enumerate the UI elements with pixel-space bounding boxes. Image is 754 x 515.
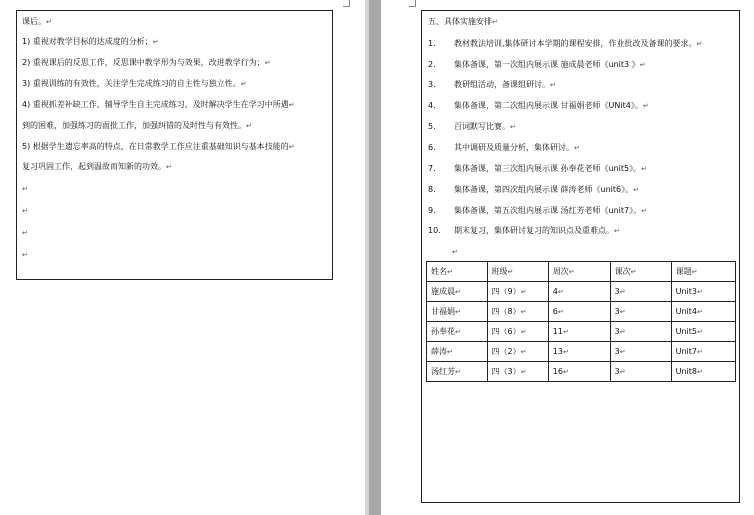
list-item-text: 教材教法培训,集体研讨本学期的课程安排，作业批改及备课的要求。 — [454, 39, 697, 48]
table-cell: Unit4↵ — [671, 302, 735, 322]
table-cell: 16↵ — [548, 362, 610, 382]
list-item-number: 10. — [428, 226, 441, 235]
table-cell: 施成晨↵ — [427, 282, 488, 302]
list-item-number: 9. — [428, 206, 436, 215]
schedule-table — [426, 261, 736, 382]
left-paragraph-line: 复习巩固工作，起到温故而知新的功效。↵ — [22, 162, 172, 171]
table-row — [427, 342, 736, 362]
list-item-number: 3. — [428, 80, 436, 89]
table-cell: 3↵ — [610, 302, 671, 322]
schedule-list-item: 4. 集体备课，第二次组内展示课 甘福娟老师《UNit4》。↵ — [428, 101, 649, 110]
table-cell: 3↵ — [610, 282, 671, 302]
table-cell: Unit8↵ — [671, 362, 735, 382]
margin-corner-mark — [343, 0, 350, 7]
table-row — [427, 282, 736, 302]
table-row — [427, 302, 736, 322]
schedule-list-item: 8. 集体备课，第四次组内展示课 薛涛老师《unit6》。↵ — [428, 185, 640, 194]
list-item-text: 集体备课，第一次组内展示课 施成晨老师《unit3 》 — [454, 60, 640, 69]
list-item-text: 教研组活动，备课组研讨。 — [454, 80, 550, 89]
left-paragraph-line: 课后。↵ — [22, 17, 52, 26]
left-paragraph-line: 2) 重视课后的反思工作，反思课中教学形为与效果，改进教学行为；↵ — [22, 58, 271, 67]
list-item-text: 集体备课，第四次组内展示课 薛涛老师《unit6》。 — [454, 185, 634, 194]
list-item-text: 集体备课，第五次组内展示课 汤红芳老师《unit7》。 — [454, 206, 642, 215]
table-cell: 3↵ — [610, 342, 671, 362]
margin-corner-mark — [409, 0, 416, 7]
schedule-list-item: 3. 教研组活动，备课组研讨。↵ — [428, 80, 556, 89]
table-row — [427, 362, 736, 382]
table-cell: 13↵ — [548, 342, 610, 362]
schedule-list-item: 1. 教材教法培训,集体研讨本学期的课程安排，作业批改及备课的要求。↵ — [428, 39, 703, 48]
list-item-number: 8. — [428, 185, 436, 194]
list-item-number: 6. — [428, 143, 436, 152]
left-paragraph-line: ↵ — [22, 185, 28, 193]
list-item-number: 1. — [428, 39, 436, 48]
table-header-cell: 班级↵ — [487, 262, 548, 282]
table-cell: 汤红芳↵ — [427, 362, 488, 382]
table-cell: 甘福娟↵ — [427, 302, 488, 322]
table-cell: Unit3↵ — [671, 282, 735, 302]
schedule-list-item: 5. 百词默写比赛。↵ — [428, 122, 516, 131]
left-paragraph-line: 3) 重视训练的有效性，关注学生完成练习的自主性与独立性。↵ — [22, 79, 247, 88]
table-cell: 3↵ — [610, 362, 671, 382]
table-cell: 11↵ — [548, 322, 610, 342]
table-cell: 4↵ — [548, 282, 610, 302]
left-paragraph-line: 1) 重视对教学目标的达成度的分析；↵ — [22, 37, 159, 46]
page-gutter — [369, 0, 381, 515]
list-item-text: 百词默写比赛。 — [454, 122, 510, 131]
left-paragraph-line: 4) 重视抓差补缺工作，辅导学生自主完成练习，及时解决学生在学习中所遇↵ — [22, 100, 295, 109]
paragraph-mark: ↵ — [452, 248, 458, 256]
left-paragraph-line: ↵ — [22, 229, 28, 237]
table-cell: 四（9）↵ — [487, 282, 548, 302]
table-cell: 3↵ — [610, 322, 671, 342]
table-cell: 四（8）↵ — [487, 302, 548, 322]
list-item-text: 其中调研及质量分析，集体研讨。 — [454, 143, 574, 152]
table-cell: Unit5↵ — [671, 322, 735, 342]
left-paragraph-line: 5) 根据学生遗忘率高的特点，在日常教学工作应注重基础知识与基本技能的↵ — [22, 142, 295, 151]
list-item-number: 4. — [428, 101, 436, 110]
left-paragraph-line: 到的困难，加强练习的面批工作，加强纠错的及时性与有效性。↵ — [22, 121, 252, 130]
table-cell: 四（2）↵ — [487, 342, 548, 362]
table-header-cell: 课题↵ — [671, 262, 735, 282]
table-cell: 薛涛↵ — [427, 342, 488, 362]
table-row — [427, 322, 736, 342]
section-heading: 五、具体实施安排↵ — [428, 17, 498, 26]
list-item-text: 期末复习，集体研讨复习的知识点及重难点。 — [454, 226, 614, 235]
schedule-list-item: 6. 其中调研及质量分析，集体研讨。↵ — [428, 143, 580, 152]
list-item-number: 7. — [428, 164, 436, 173]
schedule-list-item: 2. 集体备课，第一次组内展示课 施成晨老师《unit3 》↵ — [428, 60, 646, 69]
left-paragraph-line: ↵ — [22, 207, 28, 215]
schedule-list-item: 10. 期末复习，集体研讨复习的知识点及重难点。↵ — [428, 226, 620, 235]
table-header-cell: 周次↵ — [548, 262, 610, 282]
schedule-list-item: 7. 集体备课，第三次组内展示课 孙奉花老师《unit5》。↵ — [428, 164, 648, 173]
table-header-cell: 姓名↵ — [427, 262, 488, 282]
list-item-text: 集体备课，第三次组内展示课 孙奉花老师《unit5》。 — [454, 164, 642, 173]
list-item-text: 集体备课，第二次组内展示课 甘福娟老师《UNit4》。 — [454, 101, 643, 110]
table-cell: 四（6）↵ — [487, 322, 548, 342]
list-item-number: 5. — [428, 122, 436, 131]
schedule-list-item: 9. 集体备课，第五次组内展示课 汤红芳老师《unit7》。↵ — [428, 206, 648, 215]
table-header-cell: 课次↵ — [610, 262, 671, 282]
table-cell: 孙奉花↵ — [427, 322, 488, 342]
table-header-row — [427, 262, 736, 282]
list-item-number: 2. — [428, 60, 436, 69]
table-cell: Unit7↵ — [671, 342, 735, 362]
left-paragraph-line: ↵ — [22, 251, 28, 259]
table-cell: 四（3）↵ — [487, 362, 548, 382]
table-cell: 6↵ — [548, 302, 610, 322]
